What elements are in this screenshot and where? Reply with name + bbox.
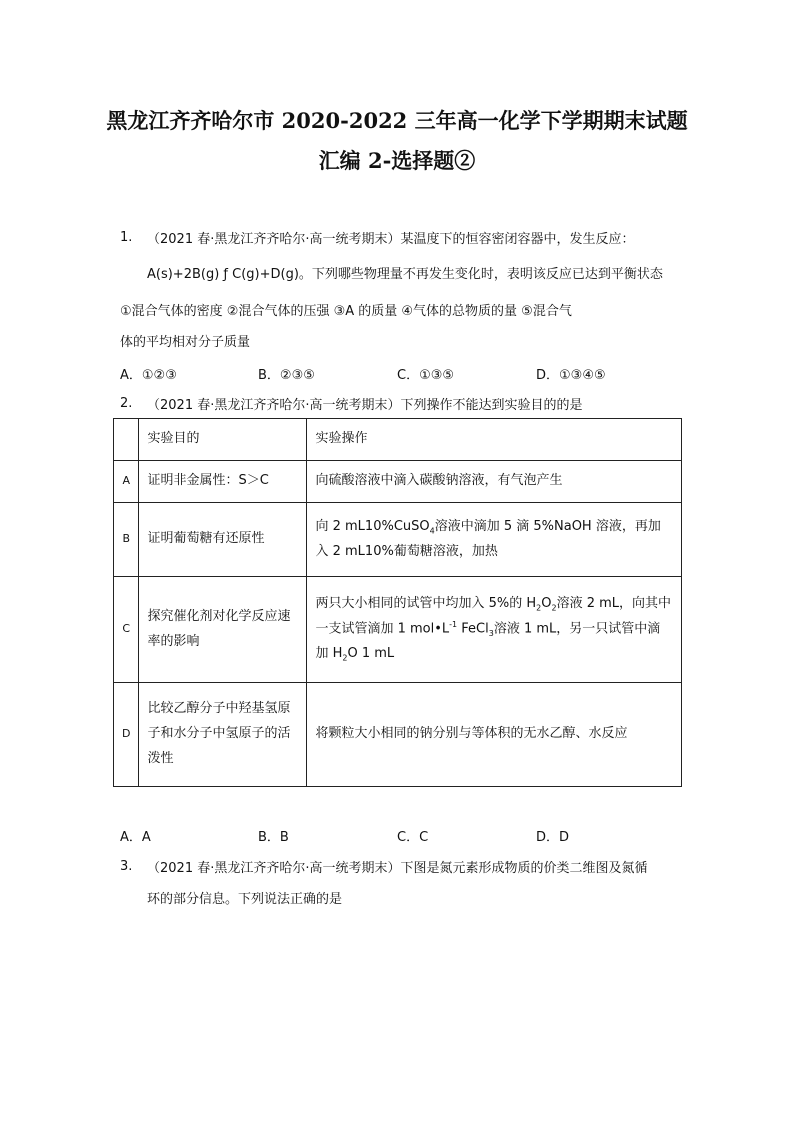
document-title-line-2: 汇编 2-选择题② [318, 148, 476, 173]
q1-number: 1. [120, 230, 133, 245]
q2-option-c: C．C [397, 830, 429, 845]
q3-stem-line-1: （2021 春·黑龙江齐齐哈尔·高一统考期末）下图是氮元素形成物质的价类二维图及氮循 [147, 861, 648, 876]
q1-option-c: C．①③⑤ [397, 368, 455, 383]
row-key: D [114, 683, 139, 787]
table-header-operation: 实验操作 [307, 419, 682, 461]
q2-stem: （2021 春·黑龙江齐齐哈尔·高一统考期末）下列操作不能达到实验目的的是 [147, 398, 583, 413]
q2-option-d: D．D [536, 830, 570, 845]
table-header-goal: 实验目的 [139, 419, 307, 461]
q1-option-b: B．②③⑤ [258, 368, 315, 383]
row-operation: 两只大小相同的试管中均加入 5%的 $H_2O_2$溶液 2 mL，向其中一支试管滴加 1 $mol•L^{-1}$ FeCl$_3$溶液 1 mL，另一只试管中滴加 $H_2O$ 1 mL [307, 577, 682, 683]
q1-option-a: A．①②③ [120, 368, 177, 383]
q2-option-b: B．B [258, 830, 289, 845]
table-header-row [114, 419, 682, 461]
row-key: A [114, 461, 139, 503]
table-row [114, 683, 682, 787]
experiment-table [113, 418, 682, 787]
table-header-blank [114, 419, 139, 461]
row-operation: 将颗粒大小相同的钠分别与等体积的无水乙醇、水反应 [307, 683, 682, 787]
table-row [114, 503, 682, 577]
row-goal: 比较乙醇分子中羟基氢原子和水分子中氢原子的活泼性 [139, 683, 307, 787]
row-goal: 证明葡萄糖有还原性 [139, 503, 307, 577]
q3-stem-line-2: 环的部分信息。下列说法正确的是 [147, 892, 343, 907]
q1-stem-line-2: A(s)+2B(g) ƒ C(g)+D(g)。下列哪些物理量不再发生变化时，表明该反应已达到平衡状态 [147, 267, 663, 282]
q1-items-line-2: 体的平均相对分子质量 [120, 335, 251, 350]
q2-number: 2. [120, 396, 133, 411]
q1-items-line-1: ①混合气体的密度 ②混合气体的压强 ③A 的质量 ④气体的总物质的量 ⑤混合气 [120, 304, 572, 319]
row-key: B [114, 503, 139, 577]
q2-option-a: A．A [120, 830, 151, 845]
row-goal: 证明非金属性：S＞C [139, 461, 307, 503]
row-key: C [114, 577, 139, 683]
table-row [114, 461, 682, 503]
q1-option-d: D．①③④⑤ [536, 368, 606, 383]
document-title-line-1: 黑龙江齐齐哈尔市 2020-2022 三年高一化学下学期期末试题 [106, 108, 688, 133]
row-operation: 向硫酸溶液中滴入碳酸钠溶液，有气泡产生 [307, 461, 682, 503]
table-row [114, 577, 682, 683]
row-operation: 向 2 mL10%CuSO$_4$溶液中滴加 5 滴 5%NaOH 溶液，再加入 2 mL10%葡萄糖溶液，加热 [307, 503, 682, 577]
q1-stem-line-1: （2021 春·黑龙江齐齐哈尔·高一统考期末）某温度下的恒容密闭容器中，发生反应： [147, 232, 635, 247]
row-goal: 探究催化剂对化学反应速率的影响 [139, 577, 307, 683]
q3-number: 3. [120, 859, 133, 874]
